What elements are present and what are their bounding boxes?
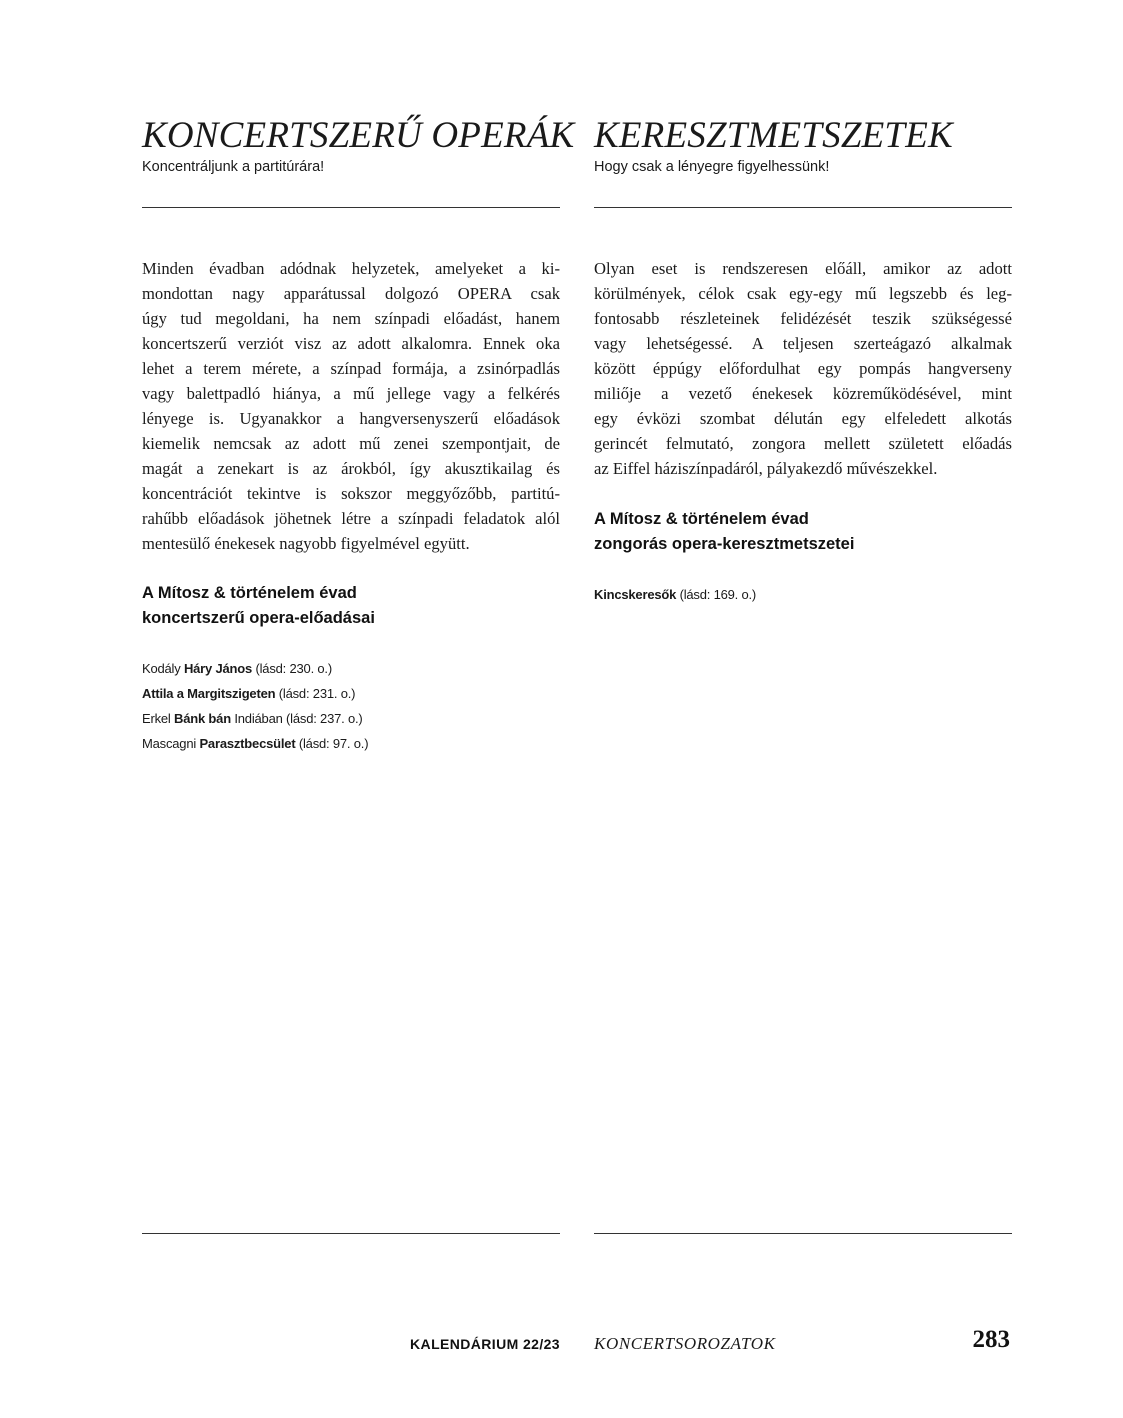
left-section-heading-line: A Mítosz & történelem évad: [142, 584, 357, 602]
opera-title: Kincskeresők: [594, 587, 677, 602]
left-bottom-divider: [142, 1233, 560, 1234]
left-body-line: Minden évadban adódnak helyzetek, amelyeket a ki-: [142, 259, 560, 278]
left-body-line: koncentrációt tekintve is sokszor meggyőzőbb, partitú-: [142, 484, 560, 503]
right-title: KERESZTMETSZETEK: [594, 115, 953, 156]
left-body-line: úgy tud megoldani, ha nem színpadi előadást, hanem: [142, 309, 560, 328]
left-top-divider: [142, 207, 560, 208]
left-body-line: vagy balettpadló hiánya, a mű jellege vagy a felkérés: [142, 384, 560, 403]
left-body-line: koncertszerű verziót visz az adott alkalomra. Ennek oka: [142, 334, 560, 353]
left-opera-list: [142, 656, 368, 756]
right-bottom-divider: [594, 1233, 1012, 1234]
right-body-line: körülmények, célok csak egy-egy mű legszebb és leg-: [594, 284, 1012, 303]
left-section-heading-line: koncertszerű opera-előadásai: [142, 609, 375, 627]
opera-title: Háry János: [183, 661, 253, 676]
left-body-line: kiemelik nemcsak az adott mű zenei szempontjait, de: [142, 434, 560, 453]
left-body-line: mondottan nagy apparátussal dolgozó OPERA csak: [142, 284, 560, 303]
list-item: Kincskeresők (lásd: 169. o.): [594, 587, 757, 602]
right-body-line: az Eiffel háziszínpadáról, pályakezdő művészekkel.: [594, 459, 938, 478]
right-body-text: [594, 256, 1012, 481]
page-number: 283: [972, 1326, 1010, 1353]
right-body-line: gerincét felmutató, zongora mellett született előadás: [594, 434, 1012, 453]
right-body-line: miliője a vezető énekesek közreműködésével, mint: [594, 384, 1012, 403]
left-body-line: lehet a terem mérete, a színpad formája, a zsinórpadlás: [142, 359, 560, 378]
left-section-heading: [142, 581, 375, 631]
right-opera-list: [594, 582, 756, 607]
left-body-line: magát a zenekart is az árokból, így akusztikailag és: [142, 459, 560, 478]
list-item: Attila a Margitszigeten (lásd: 231. o.): [142, 686, 356, 701]
left-body-text: [142, 256, 560, 556]
right-top-divider: [594, 207, 1012, 208]
left-subtitle: Koncentráljunk a partitúrára!: [142, 159, 325, 175]
opera-title: Bánk bán: [174, 711, 231, 726]
right-subtitle: Hogy csak a lényegre figyelhessünk!: [594, 159, 830, 175]
footer-section: KONCERTSOROZATOK: [594, 1334, 776, 1353]
right-section-heading-line: zongorás opera-keresztmetszetei: [594, 535, 855, 553]
opera-title: Parasztbecsület: [199, 736, 296, 751]
list-item: Kodály Háry János (lásd: 230. o.): [142, 661, 332, 676]
opera-title: Attila a Margitszigeten: [142, 686, 276, 701]
right-body-line: egy évközi szombat délután egy elfeledett alkotás: [594, 409, 1012, 428]
right-body-line: vagy lehetségessé. A teljesen szerteágazó alkalmak: [594, 334, 1012, 353]
right-body-line: között éppúgy előfordulhat egy pompás hangverseny: [594, 359, 1012, 378]
footer-publication: KALENDÁRIUM 22/23: [410, 1336, 560, 1352]
left-title: KONCERTSZERŰ OPERÁK: [142, 115, 575, 156]
right-section-heading: [594, 507, 854, 557]
left-body-line: mentesülő énekesek nagyobb figyelmével együtt.: [142, 534, 470, 553]
list-item: Erkel Bánk bán Indiában (lásd: 237. o.): [142, 711, 363, 726]
left-body-line: rahűbb előadások jöhetnek létre a színpadi feladatok alól: [142, 509, 560, 528]
right-body-line: Olyan eset is rendszeresen előáll, amikor az adott: [594, 259, 1012, 278]
right-section-heading-line: A Mítosz & történelem évad: [594, 510, 809, 528]
list-item: Mascagni Parasztbecsület (lásd: 97. o.): [142, 736, 369, 751]
left-body-line: lényege is. Ugyanakkor a hangversenyszerű előadások: [142, 409, 560, 428]
right-body-line: fontosabb részleteinek felidézését teszik szükségessé: [594, 309, 1012, 328]
